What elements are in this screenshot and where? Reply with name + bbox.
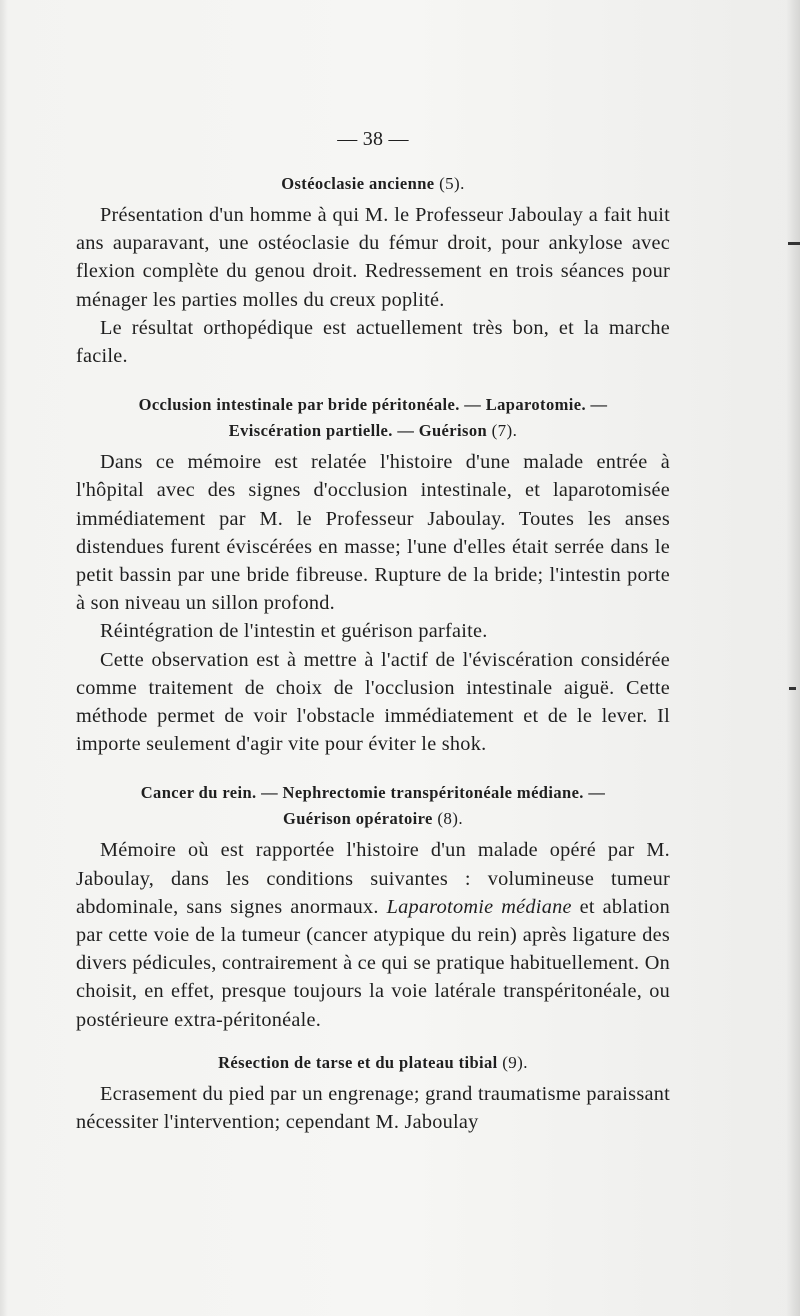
margin-mark	[788, 242, 800, 245]
paragraph-text: Mémoire où est rapportée l'histoire d'un malade opéré par M. Jaboulay, dans les conditions suivantes : volumineuse tumeur abdominale, sans signes anormaux.	[76, 839, 670, 918]
page-content	[76, 125, 670, 1136]
heading-line: Cancer du rein. — Nephrectomie transpéritonéale médiane. —	[140, 783, 606, 803]
section-heading-resection	[76, 1050, 670, 1076]
paragraph: Réintégration de l'intestin et guérison parfaite.	[100, 620, 488, 643]
page-number: — 38 —	[337, 128, 409, 150]
reference-number: (9).	[502, 1052, 528, 1072]
paragraph: Le résultat orthopédique est actuellement très bon, et la marche facile.	[76, 316, 670, 368]
paragraph: Dans ce mémoire est relatée l'histoire d'une malade entrée à l'hôpital avec des signes d'occlusion intestinale, et laparotomisée immédiatement par M. le Professeur Jaboulay. Toutes les anses distendues furent éviscérées en masse; l'une d'elles était serrée dans le petit bassin par une bride fibreuse. Rupture de la bride; l'intestin porte à son niveau un sillon profond.	[76, 451, 670, 615]
paragraph	[76, 836, 670, 1033]
italic-text: Laparotomie médiane	[386, 895, 572, 918]
reference-number: (8).	[437, 809, 464, 829]
paragraph: Présentation d'un homme à qui M. le Professeur Jaboulay a fait huit ans auparavant, une ostéoclasie du fémur droit, pour ankylose avec flexion complète du genou droit. Redressement en trois séances pour ménager les parties molles du creux poplité.	[76, 204, 670, 311]
heading-text: Guérison opératoire	[282, 809, 433, 829]
paragraph: Cette observation est à mettre à l'actif de l'éviscération considérée comme traitement de choix de l'occlusion intestinale aiguë. Cette méthode permet de voir l'obstacle immédiatement et de le lever. Il importe seulement d'agir vite pour éviter le shok.	[76, 648, 670, 756]
heading-line	[76, 806, 670, 832]
heading-text: Résection de tarse et du plateau tibial	[218, 1052, 498, 1072]
paragraph-text: et ablation par cette voie de la tumeur (cancer atypique du rein) après ligature des divers pédicules, contrairement à ce qui se pratique habituellement. On choisit, en effet, presque toujours la voie latérale transpéritonéale, ou postérieure extra-péritonéale.	[76, 895, 670, 1031]
section-heading-cancer-rein	[76, 780, 670, 832]
heading-text: Ostéoclasie ancienne	[281, 174, 435, 193]
reference-number: (5).	[439, 174, 465, 193]
section-heading-occlusion	[76, 392, 670, 444]
heading-line	[76, 418, 670, 444]
heading-text: Eviscération partielle. — Guérison	[228, 421, 488, 441]
margin-mark	[789, 687, 796, 690]
paragraph: Ecrasement du pied par un engrenage; grand traumatisme paraissant nécessiter l'intervention; cependant M. Jaboulay	[76, 1082, 670, 1134]
section-heading-osteoclasie	[76, 171, 670, 197]
page-shadow-right	[786, 0, 800, 1316]
page-shadow-left	[0, 0, 8, 1316]
reference-number: (7).	[491, 421, 518, 441]
heading-line: Occlusion intestinale par bride péritonéale. — Laparotomie. —	[138, 395, 608, 415]
